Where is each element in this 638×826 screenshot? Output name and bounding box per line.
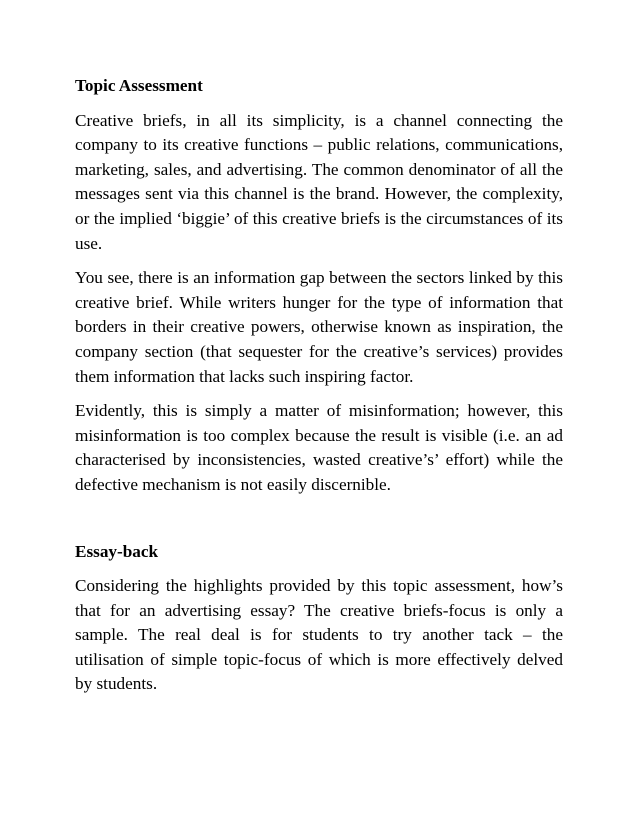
paragraph-misinformation: Evidently, this is simply a matter of misinformation; however, this misinformation is too complex because the result is visible (i.e. an ad characterised by inconsistencies, wasted creative’s’ effort) while the defective mechanism is not easily discernible. [75, 401, 563, 494]
document-page [75, 74, 563, 697]
section-spacer [75, 508, 563, 540]
paragraph-essay-back: Considering the highlights provided by this topic assessment, how’s that for an advertising essay? The creative briefs-focus is only a sample. The real deal is for students to try another tack – the utilisation of simple topic-focus of which is more effectively delved by students. [75, 576, 563, 694]
paragraph-information-gap: You see, there is an information gap between the sectors linked by this creative brief. While writers hunger for the type of information that borders in their creative powers, otherwise known as inspiration, the company section (that sequester for the creative’s services) provides them information that lacks such inspiring factor. [75, 268, 563, 386]
section-heading-topic-assessment: Topic Assessment [75, 76, 203, 95]
paragraph-creative-briefs: Creative briefs, in all its simplicity, is a channel connecting the company to its creative functions – public relations, communications, marketing, sales, and advertising. The common denominator of all the messages sent via this channel is the brand. However, the complexity, or the implied ‘biggie’ of this creative briefs is the circumstances of its use. [75, 110, 563, 253]
section-heading-essay-back: Essay-back [75, 541, 159, 561]
